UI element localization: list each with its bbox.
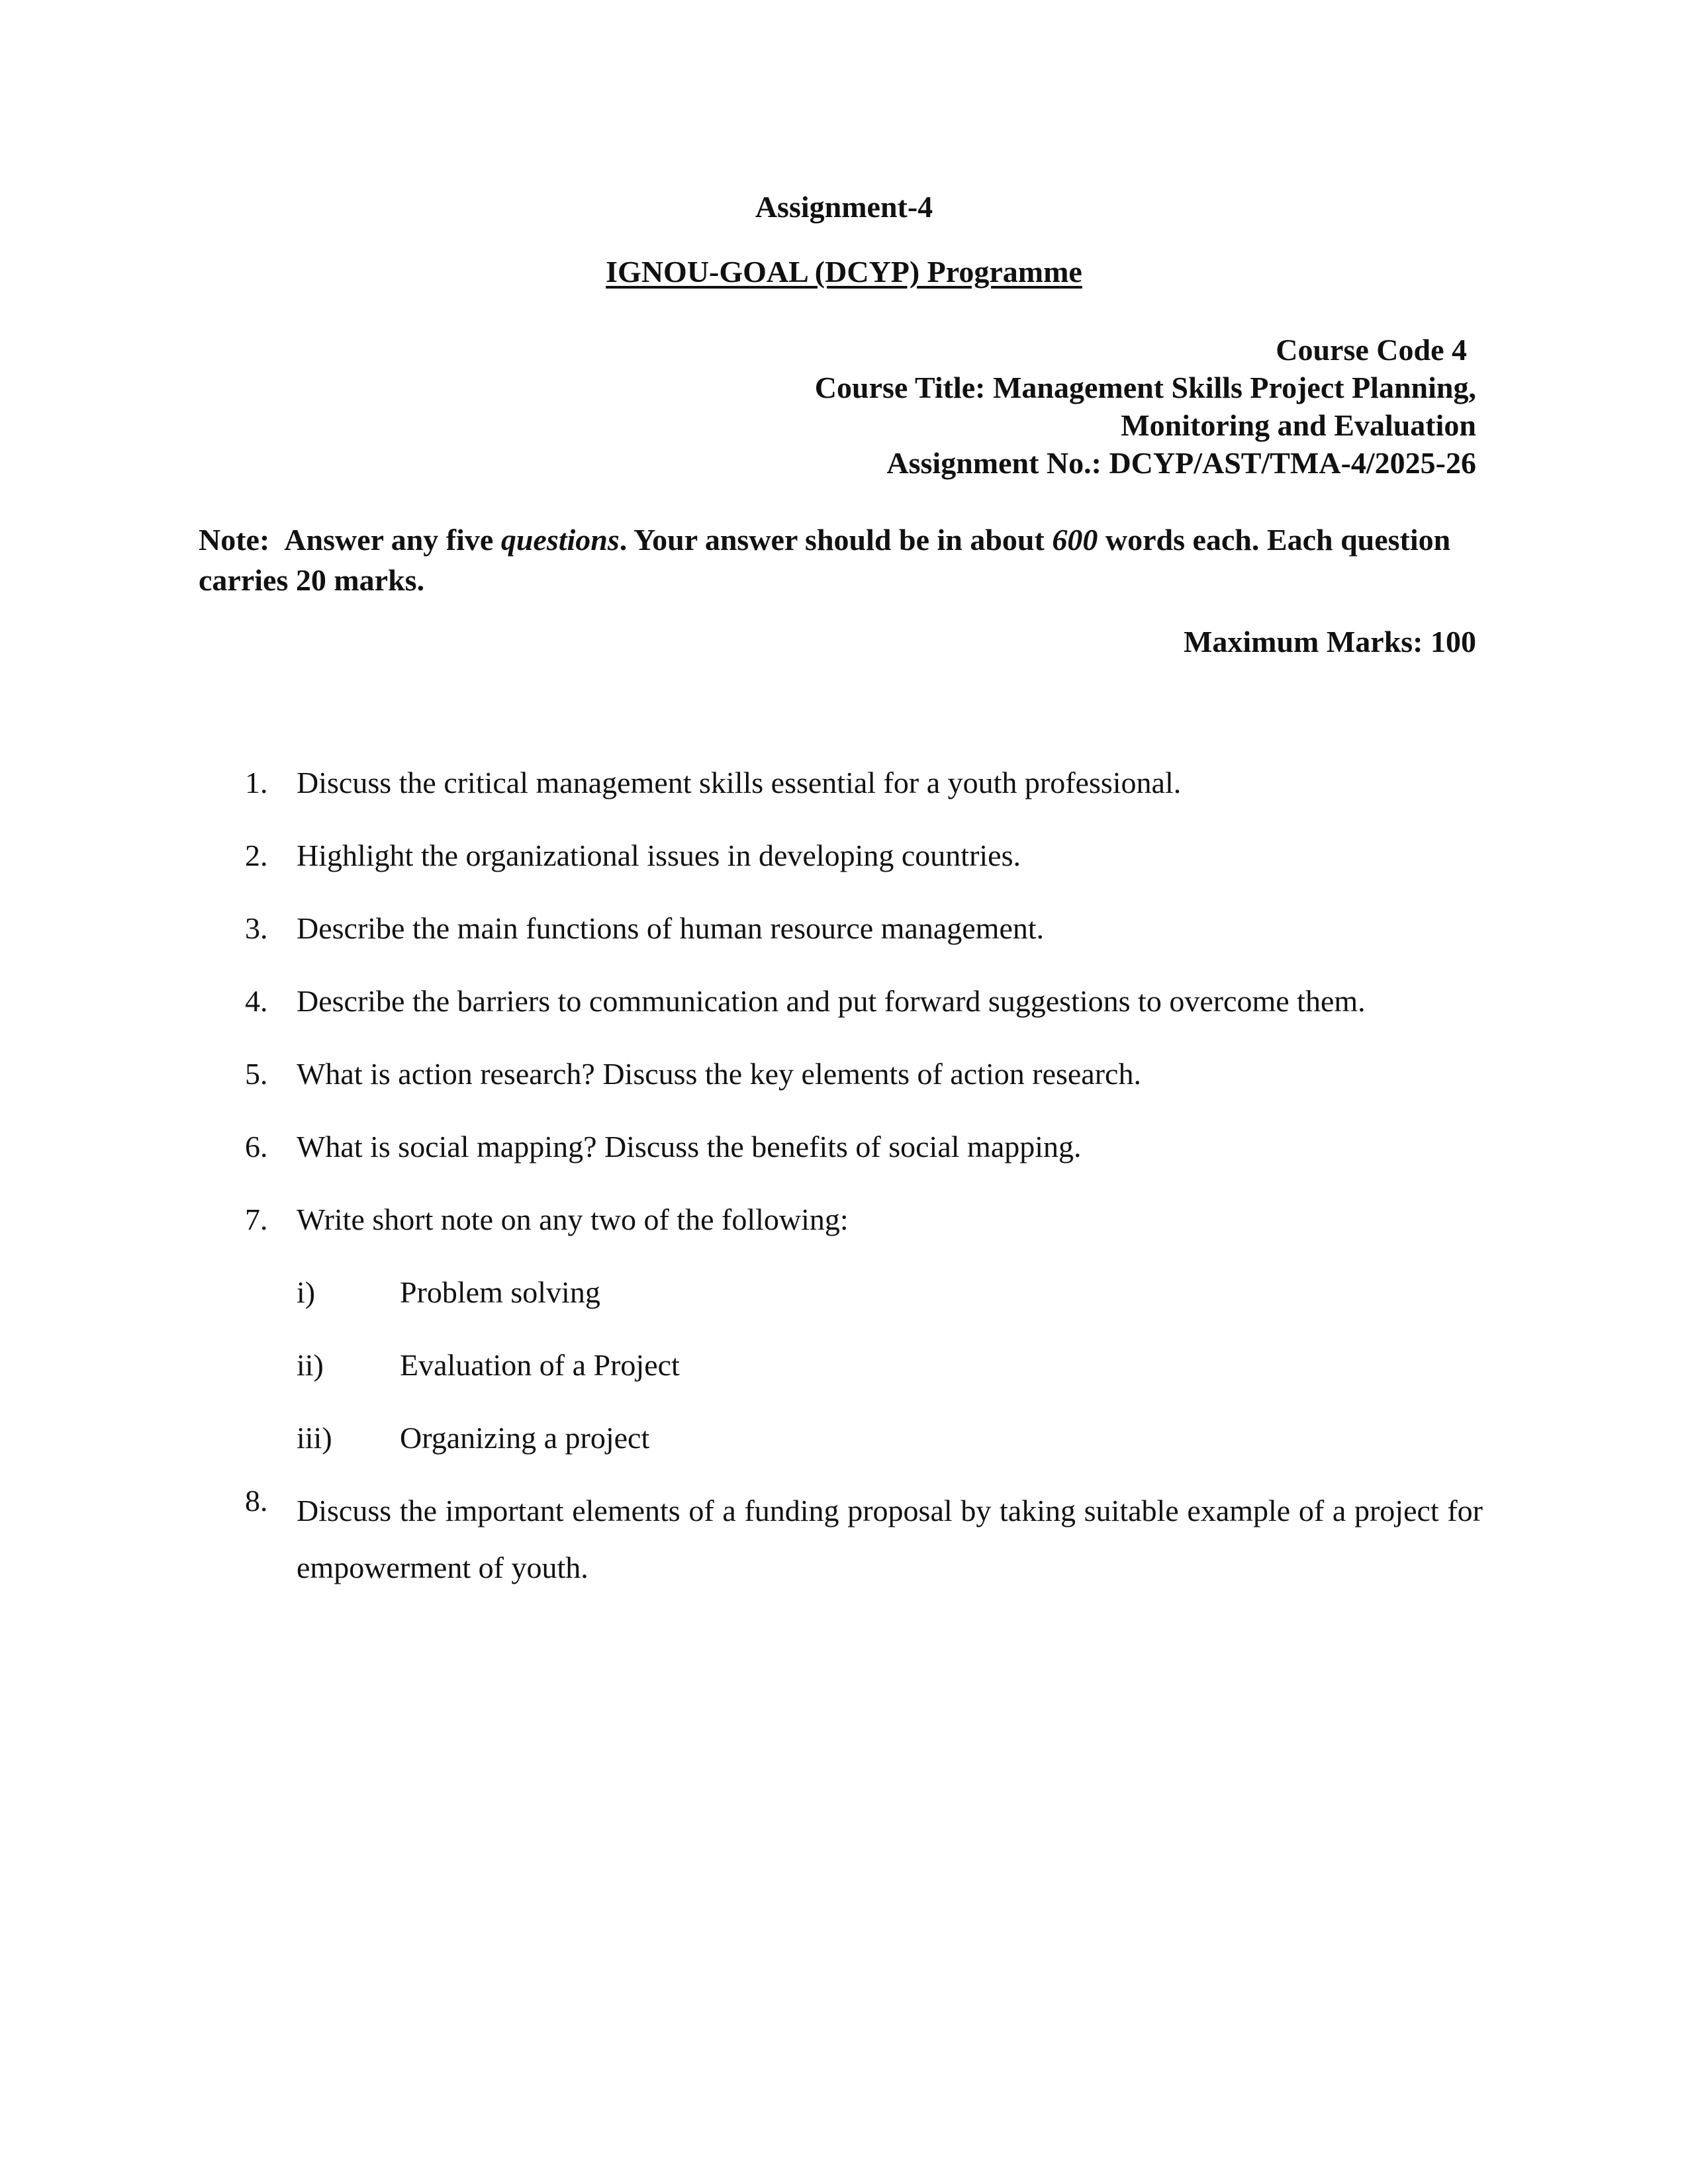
note-part3: words each. Each question carries 20 marks. xyxy=(199,523,1451,597)
question-text: Describe the main functions of human resource management. xyxy=(297,911,1045,945)
sub-question-text: Problem solving xyxy=(400,1275,600,1309)
question-item xyxy=(245,910,1483,947)
sub-question-item xyxy=(297,1420,1483,1457)
note-part2: . Your answer should be in about xyxy=(619,523,1053,557)
course-title-line2: Monitoring and Evaluation xyxy=(1121,408,1476,442)
course-title-line1 xyxy=(815,369,1476,406)
sub-question-text: Evaluation of a Project xyxy=(400,1348,680,1382)
question-list xyxy=(245,764,1483,1632)
question-text: Discuss the critical management skills essential for a youth professional. xyxy=(297,766,1182,799)
instructions-note xyxy=(199,520,1476,600)
course-code: Course Code 4 xyxy=(1276,333,1467,367)
question-item xyxy=(245,1128,1483,1165)
sub-question-number: i) xyxy=(297,1275,316,1309)
question-number: 5. xyxy=(245,1057,268,1091)
question-number: 7. xyxy=(245,1203,268,1236)
sub-question-text: Organizing a project xyxy=(400,1421,650,1455)
maximum-marks: Maximum Marks: 100 xyxy=(1183,625,1476,659)
question-text: What is action research? Discuss the key elements of action research. xyxy=(297,1057,1141,1091)
sub-question-number: iii) xyxy=(297,1421,332,1455)
note-italic-words: 600 xyxy=(1052,523,1098,557)
question-number: 4. xyxy=(245,984,268,1018)
question-number: 6. xyxy=(245,1130,268,1163)
question-item xyxy=(245,1201,1483,1457)
question-number: 3. xyxy=(245,911,268,945)
question-number: 8. xyxy=(245,1484,268,1518)
question-number: 2. xyxy=(245,839,268,872)
note-italic-questions: questions xyxy=(500,523,620,557)
question-text: What is social mapping? Discuss the benefits of social mapping. xyxy=(297,1130,1082,1163)
assignment-number: Assignment No.: DCYP/AST/TMA-4/2025-26 xyxy=(886,446,1476,480)
assignment-title: Assignment-4 xyxy=(755,190,933,224)
question-item xyxy=(245,1482,1483,1596)
question-text: Highlight the organizational issues in developing countries. xyxy=(297,839,1021,872)
note-label: Note: xyxy=(199,523,270,557)
sub-question-item xyxy=(297,1347,1483,1384)
question-text: Describe the barriers to communication and put forward suggestions to overcome them. xyxy=(297,984,1366,1018)
question-item xyxy=(245,983,1483,1020)
sub-question-item xyxy=(297,1274,1483,1311)
question-text: Write short note on any two of the following: xyxy=(297,1203,849,1236)
question-item xyxy=(245,837,1483,874)
course-title-text: Management Skills Project Planning, xyxy=(992,371,1476,404)
question-text: Discuss the important elements of a funding proposal by taking suitable example of a project for empowerment of youth. xyxy=(297,1494,1483,1584)
question-item xyxy=(245,764,1483,801)
sub-question-number: ii) xyxy=(297,1348,324,1382)
course-info xyxy=(815,331,1476,482)
question-number: 1. xyxy=(245,766,268,799)
course-title-label: Course Title: xyxy=(814,371,986,404)
note-part1: Answer any five xyxy=(284,523,501,557)
programme-title: IGNOU-GOAL (DCYP) Programme xyxy=(606,255,1082,289)
question-item xyxy=(245,1056,1483,1093)
sub-question-list xyxy=(297,1274,1483,1457)
